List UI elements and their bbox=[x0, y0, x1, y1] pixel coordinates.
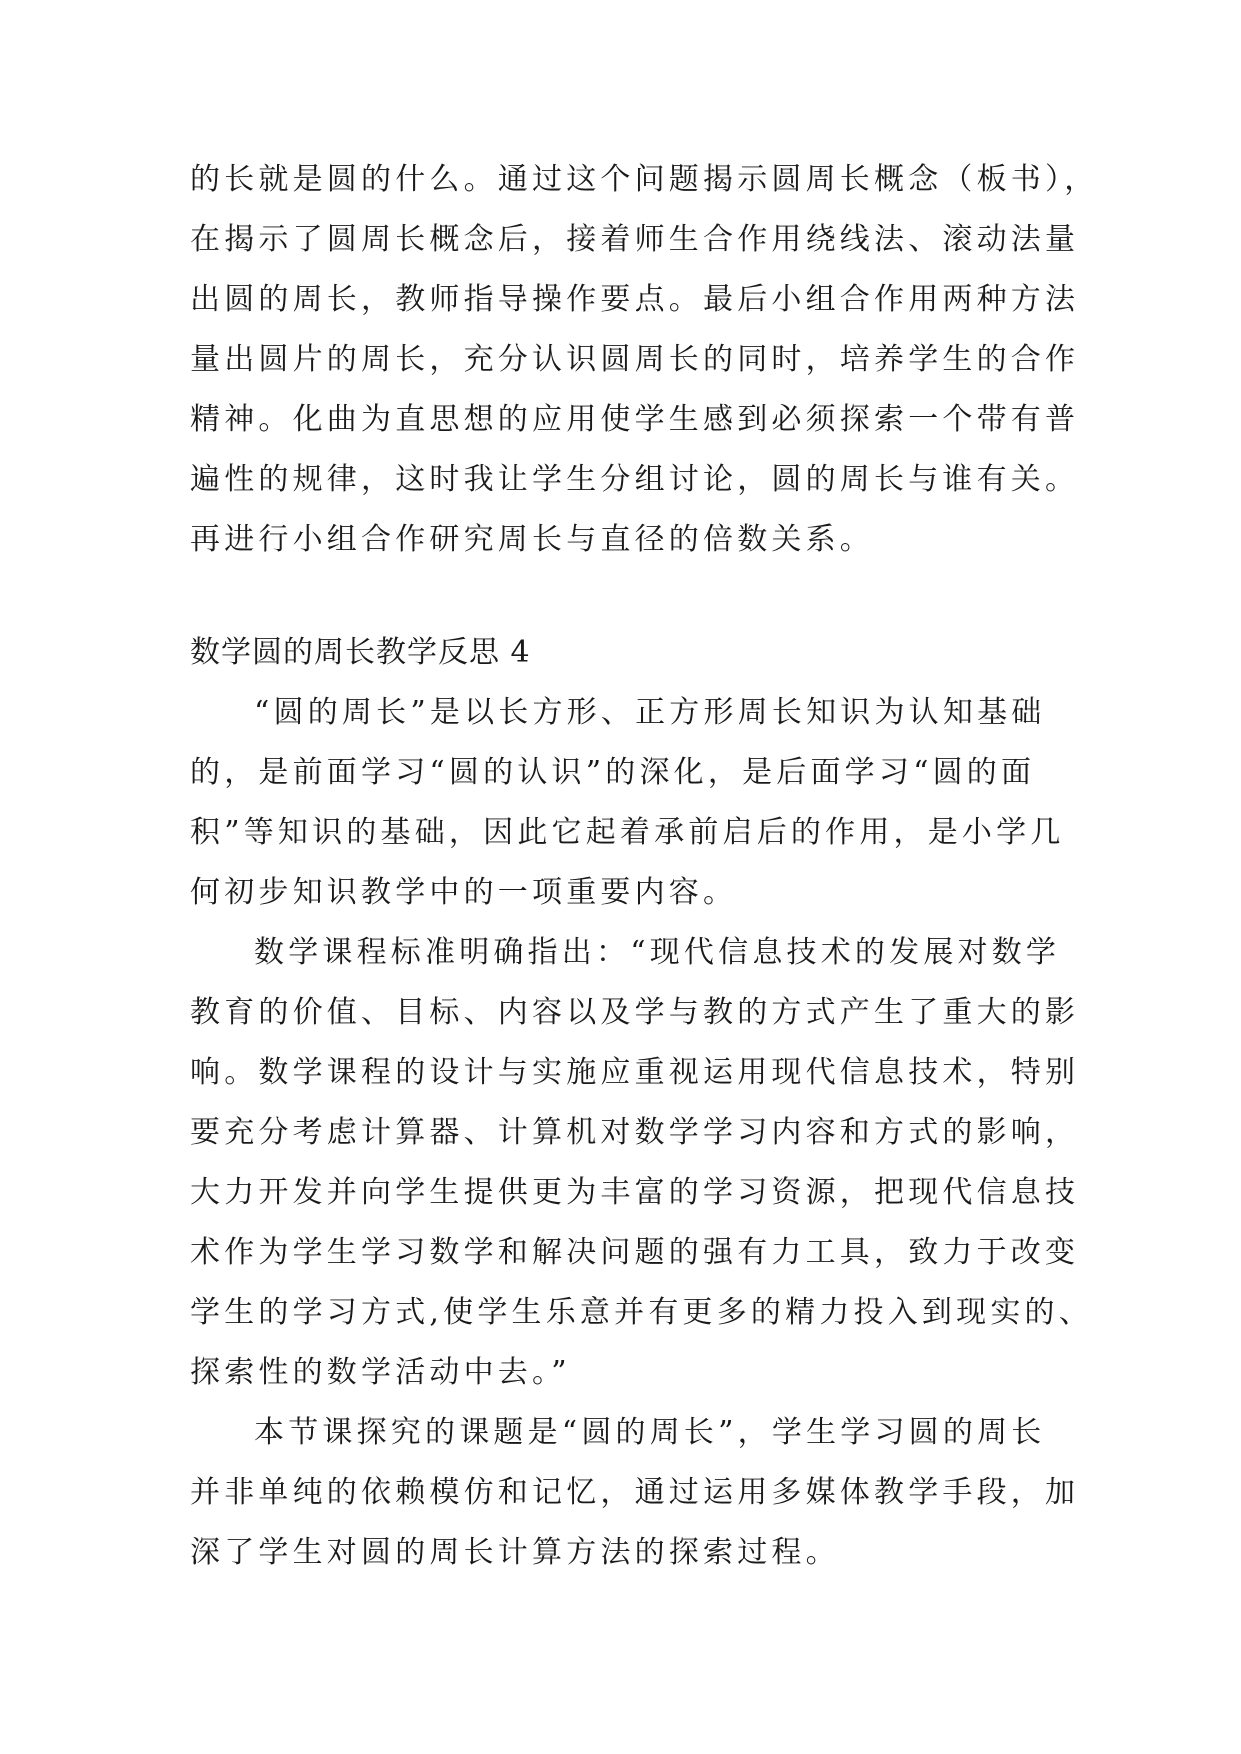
section-title: 数学圆的周长教学反思 4 bbox=[190, 635, 531, 670]
text-line: 的，是前面学习“圆的认识”的深化，是后面学习“圆的面 bbox=[190, 755, 1036, 790]
paragraph-1 bbox=[190, 683, 1080, 923]
text-line: 教育的价值、目标、内容以及学与教的方式产生了重大的影 bbox=[190, 995, 1080, 1030]
paragraph-2 bbox=[190, 923, 1093, 1403]
text-line: 大力开发并向学生提供更为丰富的学习资源，把现代信息技 bbox=[190, 1175, 1080, 1210]
text-line: 响。数学课程的设计与实施应重视运用现代信息技术，特别 bbox=[190, 1055, 1080, 1090]
paragraph-3 bbox=[190, 1403, 1080, 1583]
text-line: 出圆的周长，教师指导操作要点。最后小组合作用两种方法 bbox=[190, 282, 1080, 317]
text-line: 遍性的规律，这时我让学生分组讨论，圆的周长与谁有关。 bbox=[190, 462, 1080, 497]
text-line: 术作为学生学习数学和解决问题的强有力工具，致力于改变 bbox=[190, 1235, 1080, 1270]
text-line: 何初步知识教学中的一项重要内容。 bbox=[190, 875, 738, 910]
text-line: 在揭示了圆周长概念后，接着师生合作用绕线法、滚动法量 bbox=[190, 222, 1080, 257]
text-line: 量出圆片的周长，充分认识圆周长的同时，培养学生的合作 bbox=[190, 342, 1080, 377]
text-line: 探索性的数学活动中去。” bbox=[190, 1355, 571, 1390]
text-line: 并非单纯的依赖模仿和记忆，通过运用多媒体教学手段，加 bbox=[190, 1475, 1080, 1510]
text-line: 学生的学习方式,使学生乐意并有更多的精力投入到现实的、 bbox=[190, 1295, 1093, 1330]
text-line: 精神。化曲为直思想的应用使学生感到必须探索一个带有普 bbox=[190, 402, 1080, 437]
text-line: 再进行小组合作研究周长与直径的倍数关系。 bbox=[190, 522, 874, 557]
text-line: 本节课探究的课题是“圆的周长”，学生学习圆的周长 bbox=[254, 1415, 1046, 1450]
intro-paragraph bbox=[190, 150, 1099, 570]
text-line: 深了学生对圆的周长计算方法的探索过程。 bbox=[190, 1535, 840, 1570]
text-line: “圆的周长”是以长方形、正方形周长知识为认知基础 bbox=[254, 695, 1046, 730]
text-line: 数学课程标准明确指出：“现代信息技术的发展对数学 bbox=[254, 935, 1061, 970]
text-line: 的长就是圆的什么。通过这个问题揭示圆周长概念（板书）， bbox=[190, 162, 1099, 197]
text-line: 积”等知识的基础，因此它起着承前启后的作用，是小学几 bbox=[190, 815, 1065, 850]
text-line: 要充分考虑计算器、计算机对数学学习内容和方式的影响， bbox=[190, 1115, 1080, 1150]
